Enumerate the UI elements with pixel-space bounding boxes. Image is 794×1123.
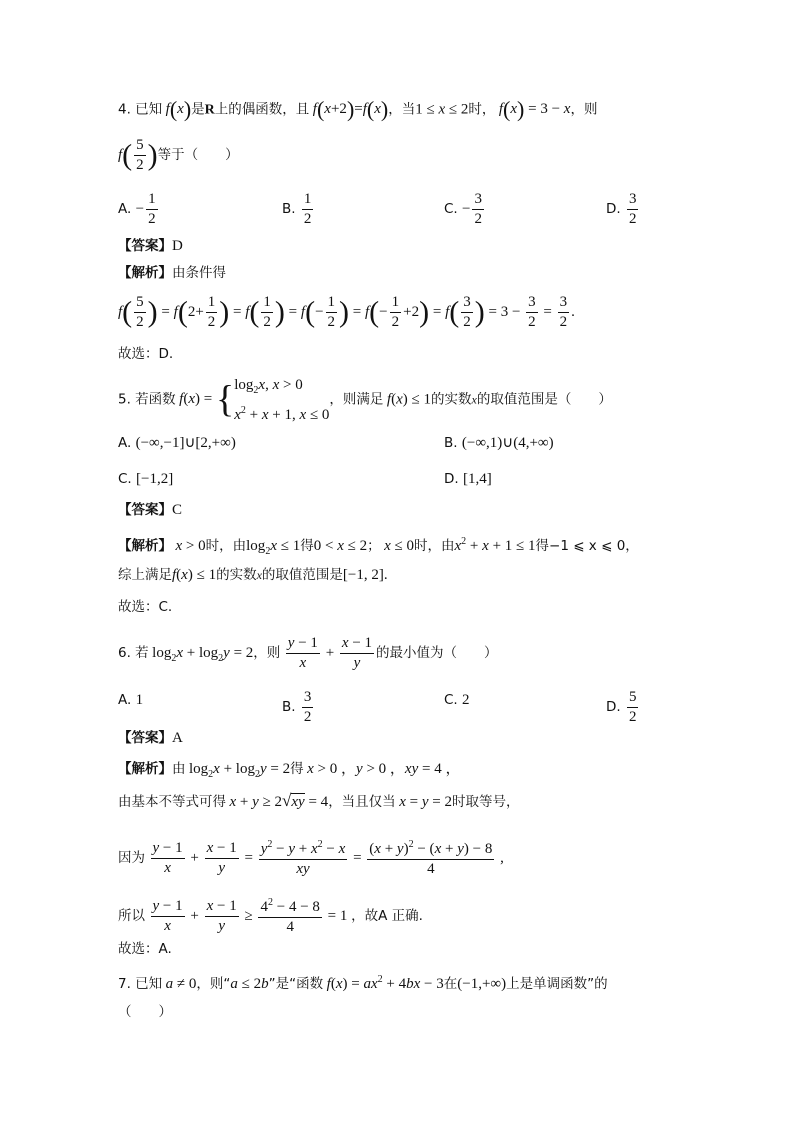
q4-option-b: B. $\frac{1}{2}$ [282,191,312,227]
q6-option-c: C. 2 [444,692,470,708]
q5-option-b: B. (−∞,1)∪(4,+∞) [444,435,554,451]
q5-option-a: A. (−∞,−1]∪[2,+∞) [118,435,236,451]
q7-number: 7. [118,976,136,992]
q4-option-d: D. $\frac{3}{2}$ [606,191,637,227]
q6-number: 6. [118,644,136,661]
q6-option-a: A. 1 [118,692,144,708]
q6-analysis-line3: 因为 $\frac{y - 1}{x}$ + $\frac{x - 1}{y}$ = $\frac{y^2 - y + x^2 - x}{xy}$ = $\frac{(x + y)^2 - (x + y) - 8}{4}$ , [118,839,504,877]
q6-analysis: 【解析】由 $\log_2x + \log_2y = 2$得 x > 0 ，y > 0 ，xy = 4 ， [118,761,461,780]
q4-derivation: f( $\frac{5}{2}$ ) = f(2+ $\frac{1}{2}$ ) = f( $\frac{1}{2}$ ) = f(− $\frac{1}{2}$ ) = f(− $\frac{1}{2}$ +2) = f( $\frac{3}{2}$ ) = 3 − $\frac{3}{2}$ = $\frac{3}{2}$ . [118,294,575,330]
q4-conclusion: 故选：D. [118,346,174,362]
q4-option-c: C. − $\frac{3}{2}$ [444,191,482,227]
math: f(x+2)=f(x) [312,97,389,122]
q5-summary: 综上满足f(x) ≤ 1的实数x的取值范围是[−1, 2]. [118,567,388,583]
q5-conclusion: 故选：C. [118,599,173,615]
q5-analysis: 【解析】 x > 0时，由$\log_2x \le 1$得0 < x ≤ 2； x ≤ 0时，由$x^2 + x + 1 \le 1$得−1 ⩽ x ⩽ 0， [118,536,639,557]
q7-stem: 7. 已知 a ≠ 0，则“a ≤ 2b”是“函数 $f(x) = ax^2 + 4bx - 3$在(−1,+∞)上是单调函数”的 [118,974,608,992]
q6-conclusion: 故选：A. [118,941,172,957]
math: f(x) [165,97,192,122]
q6-answer: 【答案】A [118,730,183,746]
q4-analysis: 【解析】由条件得 [118,265,226,281]
q5-option-c: C. [−1,2] [118,471,174,487]
q6-stem: 6. 若 $\log_2x + \log_2y = 2$，则 $\frac{y - 1}{x}$ + $\frac{x - 1}{y}$ 的最小值为（ ） [118,635,498,671]
q6-analysis-line4: 所以 $\frac{y - 1}{x}$ + $\frac{x - 1}{y}$ ≥ $\frac{4^2 - 4 - 8}{4}$ = 1 ，故A 正确. [118,897,423,935]
q4-number: 4. [118,101,136,118]
q6-option-b: B. $\frac{3}{2}$ [282,689,312,725]
q5-number: 5. [118,391,136,408]
q4-answer: 【答案】D [118,238,183,254]
q5-stem: 5. 若函数 f(x) = { $\log_2x$, x > 0 $x^2 + x + 1$, x ≤ 0 ，则满足 f(x) ≤ 1的实数x的取值范围是（ ） [118,377,612,423]
q4-stem-line1: 4. 已知 f(x)是R上的偶函数，且 f(x+2)=f(x)，当1 ≤ x ≤ 2时， f(x) = 3 − x，则 [118,97,598,122]
q4-option-a: A. − $\frac{1}{2}$ [118,191,156,227]
q4-stem-line2: f( $\frac{5}{2}$ )等于（ ） [118,137,239,173]
q5-answer: 【答案】C [118,502,183,518]
q6-option-d: D. $\frac{5}{2}$ [606,689,637,725]
q5-option-d: D. [1,4] [444,471,492,487]
q6-analysis-line2: 由基本不等式可得 x + y ≥ 2√xy = 4，当且仅当 x = y = 2时取等号， [118,791,520,810]
q7-paren: （ ） [118,1004,172,1020]
